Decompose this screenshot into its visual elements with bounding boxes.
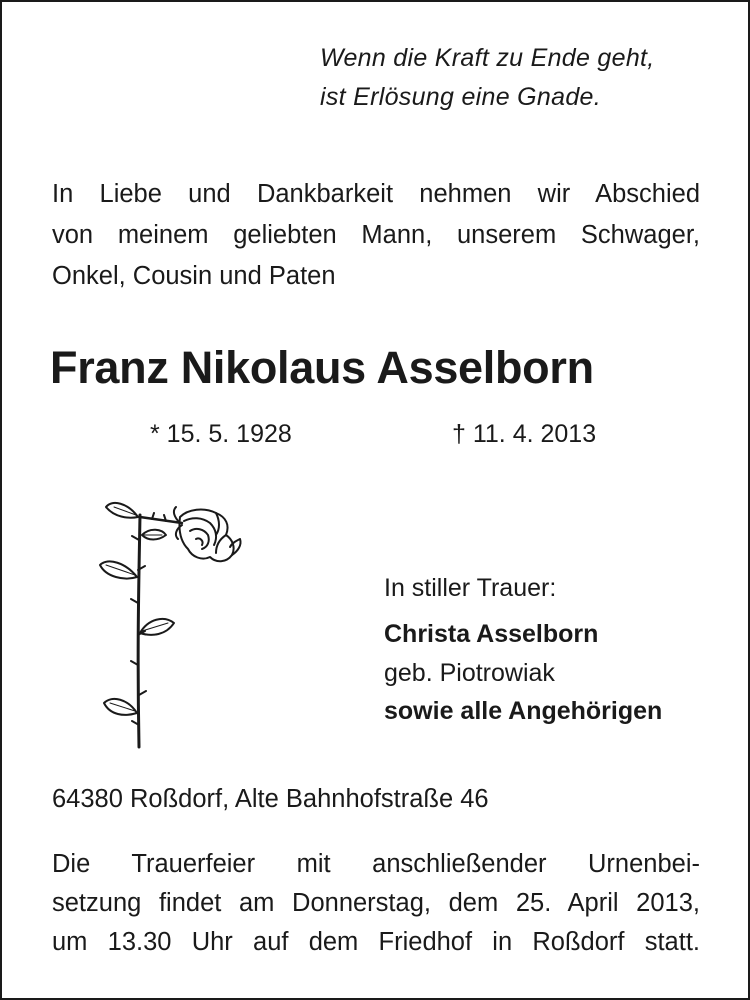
ceremony-line-1: Die Trauerfeier mit anschließender Urnenbei- [52,850,700,878]
ceremony-line-3: um 13.30 Uhr auf dem Friedhof in Roßdorf statt. [52,928,700,956]
intro-line-2: von meinem geliebten Mann, unserem Schwager, [52,221,700,249]
mourner-maiden-name: geb. Piotrowiak [384,659,555,687]
rose-icon [92,495,247,755]
quote-line-2: ist Erlösung eine Gnade. [320,83,601,111]
intro-line-1: In Liebe und Dankbarkeit nehmen wir Abschied [52,180,700,208]
ceremony-info [52,845,700,962]
other-relatives: sowie alle Angehörigen [384,697,663,725]
deceased-name: Franz Nikolaus Asselborn [50,342,594,393]
family-address: 64380 Roßdorf, Alte Bahnhofstraße 46 [52,785,489,813]
mourners-heading: In stiller Trauer: [384,574,557,602]
intro-text [52,174,700,297]
death-date: † 11. 4. 2013 [452,420,597,448]
birth-date: * 15. 5. 1928 [150,420,292,448]
intro-line-3: Onkel, Cousin und Paten [52,262,336,290]
mourner-name: Christa Asselborn [384,620,599,648]
ceremony-line-2: setzung findet am Donnerstag, dem 25. April 2013, [52,889,700,917]
quote-line-1: Wenn die Kraft zu Ende geht, [320,44,655,72]
